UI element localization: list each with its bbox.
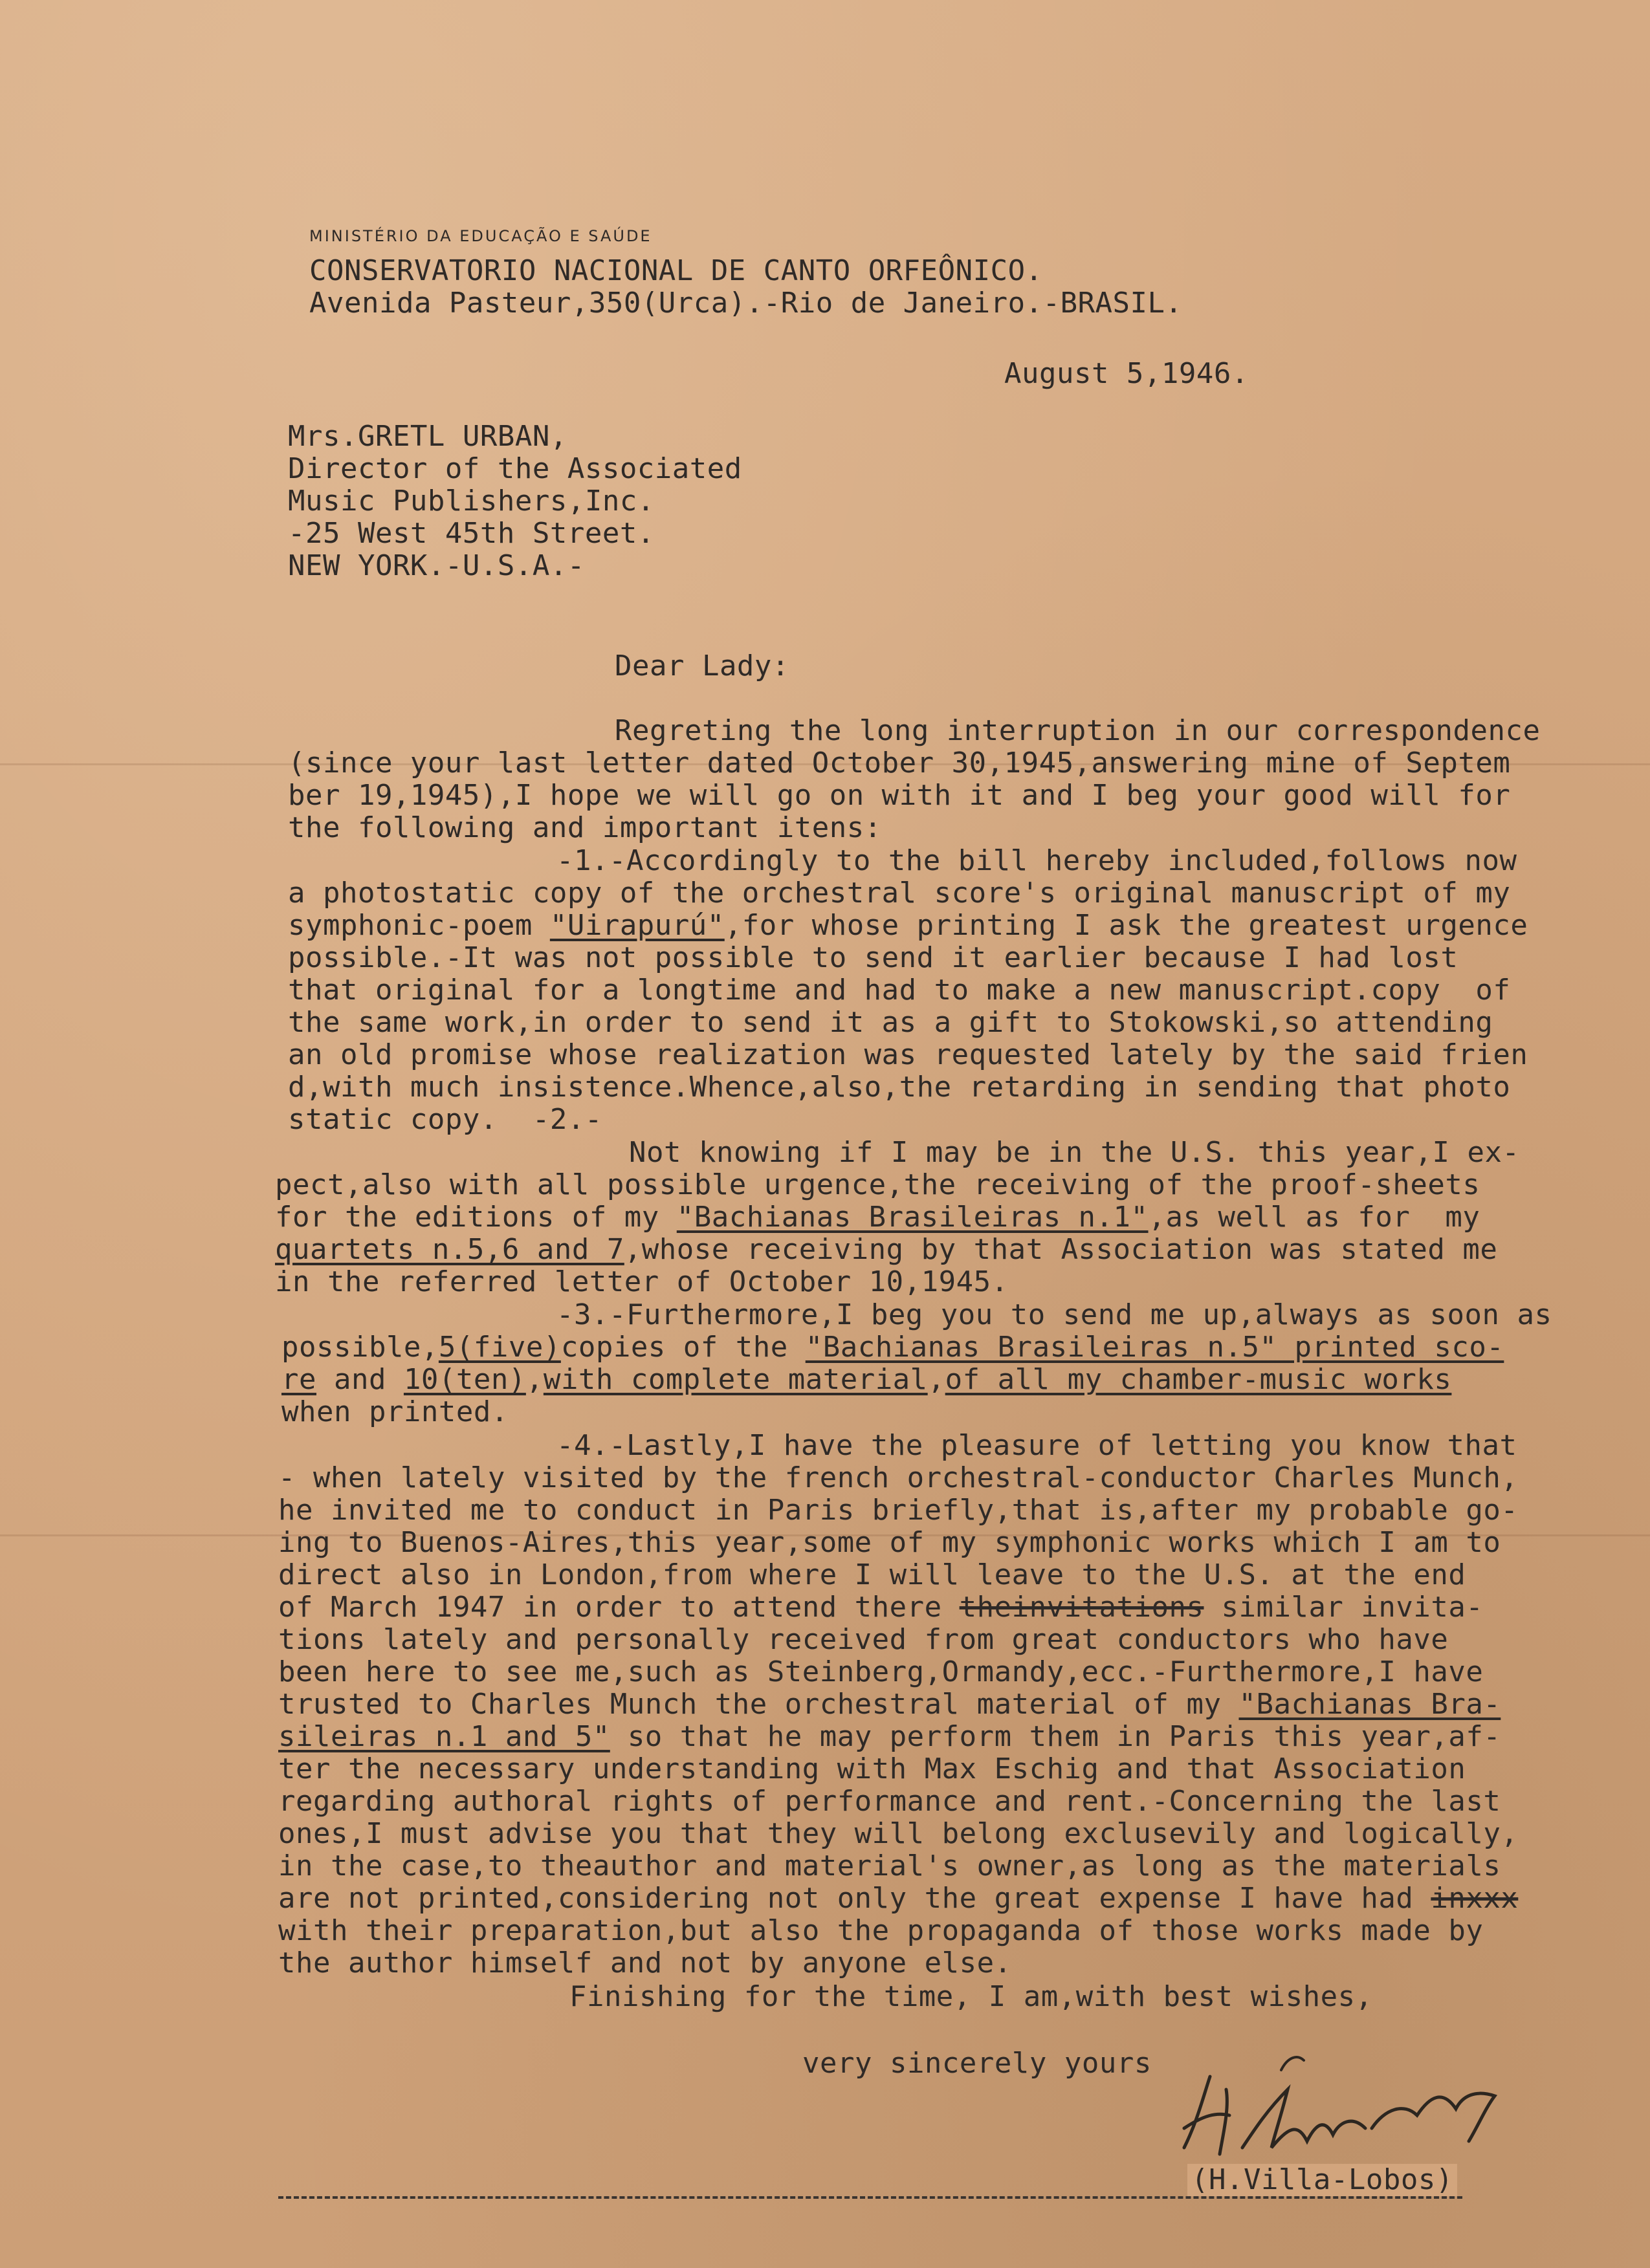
body-line: direct also in London,from where I will leave to the U.S. at the end — [278, 1558, 1466, 1591]
body-line: d,with much insistence.Whence,also,the retarding in sending that photo — [288, 1071, 1511, 1104]
body-line: Not knowing if I may be in the U.S. this year,I ex- — [629, 1136, 1520, 1169]
body-text: trusted to Charles Munch the orchestral material of my — [278, 1688, 1239, 1721]
body-line: the author himself and not by anyone else. — [278, 1946, 1012, 1979]
body-line: that original for a longtime and had to make a new manuscript.copy of — [288, 974, 1511, 1007]
struck-text: inxxx — [1431, 1882, 1519, 1915]
body-line: the same work,in order to send it as a gift to Stokowski,so attending — [288, 1006, 1493, 1039]
body-line: pect,also with all possible urgence,the receiving of the proof-sheets — [275, 1168, 1480, 1201]
work-title-bachianas-1: "Bachianas Brasileiras n.1" — [676, 1201, 1149, 1234]
body-text: copies of the — [560, 1331, 806, 1364]
body-line: tions lately and personally received from great conductors who have — [278, 1623, 1449, 1656]
body-line — [281, 1331, 1504, 1364]
body-text: , — [927, 1363, 945, 1396]
institution-name: CONSERVATORIO NACIONAL DE CANTO ORFEÔNICO. — [309, 254, 1043, 287]
letter-date: August 5,1946. — [1004, 357, 1249, 390]
body-line: possible.-It was not possible to send it earlier because I had lost — [288, 941, 1458, 974]
body-text: re — [281, 1363, 316, 1396]
body-line: -4.-Lastly,I have the pleasure of letting you know that — [556, 1429, 1517, 1462]
work-title-uirapuru: "Uirapurú" — [549, 909, 725, 942]
salutation: Dear Lady: — [615, 649, 789, 682]
body-line: static copy. -2.- — [288, 1103, 602, 1136]
struck-text: theinvitations — [959, 1591, 1204, 1624]
body-line — [278, 1882, 1518, 1915]
recipient-title: Director of the Associated — [288, 452, 742, 485]
body-line: -3.-Furthermore,I beg you to send me up,always as soon as — [556, 1298, 1552, 1331]
work-title-bachianas-1-5-cont: sileiras n.1 and 5" — [278, 1720, 610, 1753]
body-line — [275, 1234, 1497, 1266]
work-title-quartets: quartets n.5,6 and 7 — [275, 1233, 624, 1266]
chamber-music-works: of all my chamber-music works — [945, 1363, 1452, 1396]
body-text: and — [316, 1363, 404, 1396]
body-text: so that he may perform them in Paris this year,af- — [610, 1720, 1501, 1753]
body-line: ter the necessary understanding with Max Eschig and that Association — [278, 1752, 1466, 1785]
body-text: , — [525, 1363, 544, 1396]
body-line: when printed. — [281, 1395, 509, 1428]
recipient-city: NEW YORK.-U.S.A.- — [288, 549, 585, 582]
body-line: ing to Buenos-Aires,this year,some of my symphonic works which I am to — [278, 1526, 1501, 1559]
handwritten-signature — [1158, 2051, 1521, 2180]
body-text: of March 1947 in order to attend there — [278, 1591, 960, 1624]
body-line: he invited me to conduct in Paris briefly,that is,after my probable go- — [278, 1494, 1519, 1527]
body-line — [278, 1688, 1501, 1721]
body-text: are not printed,considering not only the great expense I have had — [278, 1882, 1431, 1915]
work-title-bachianas-1-5: "Bachianas Bra- — [1238, 1688, 1501, 1721]
body-line: in the referred letter of October 10,1945. — [275, 1265, 1009, 1298]
body-text: ,whose receiving by that Association was stated me — [624, 1233, 1498, 1266]
body-text: ,for whose printing I ask the greatest urgence — [724, 909, 1528, 942]
body-line — [278, 1591, 1483, 1624]
body-text: symphonic-poem — [288, 909, 550, 942]
recipient-company: Music Publishers,Inc. — [288, 485, 655, 518]
ministry-header: MINISTÉRIO DA EDUCAÇÃO E SAÚDE — [309, 227, 652, 245]
body-line — [281, 1364, 1451, 1396]
body-line: regarding authoral rights of performance and rent.-Concerning the last — [278, 1785, 1501, 1818]
recipient-street: -25 West 45th Street. — [288, 517, 655, 550]
body-text: ,as well as for my — [1148, 1201, 1480, 1234]
body-line: an old promise whose realization was requested lately by the said frien — [288, 1038, 1528, 1071]
signature-name: (H.Villa-Lobos) — [1187, 2164, 1457, 2196]
body-text: for the editions of my — [275, 1201, 677, 1234]
body-line — [275, 1201, 1480, 1234]
copies-ten: 10(ten) — [403, 1363, 526, 1396]
body-line: (since your last letter dated October 30,1945,answering mine of Septem — [288, 747, 1511, 780]
recipient-name: Mrs.GRETL URBAN, — [288, 420, 567, 453]
body-line: in the case,to theauthor and material's owner,as long as the materials — [278, 1849, 1501, 1882]
body-text: possible, — [281, 1331, 439, 1364]
body-line: Regreting the long interruption in our correspondence — [615, 714, 1541, 747]
work-title-bachianas-5: "Bachianas Brasileiras n.5" printed sco- — [805, 1331, 1504, 1364]
body-line — [278, 1721, 1501, 1753]
closing: very sincerely yours — [802, 2047, 1152, 2080]
signature-line — [278, 2196, 1462, 2199]
body-line: - when lately visited by the french orchestral-conductor Charles Munch, — [278, 1461, 1519, 1494]
body-line: been here to see me,such as Steinberg,Ormandy,ecc.-Furthermore,I have — [278, 1655, 1484, 1688]
body-line: the following and important itens: — [288, 811, 882, 844]
body-line: with their preparation,but also the propaganda of those works made by — [278, 1914, 1484, 1947]
complete-material: with complete material — [543, 1363, 928, 1396]
body-line — [288, 910, 1528, 942]
body-line: ones,I must advise you that they will belong exclusevily and logically, — [278, 1817, 1519, 1850]
copies-five: 5(five) — [438, 1331, 561, 1364]
body-line: Finishing for the time, I am,with best wishes, — [569, 1980, 1373, 2013]
body-line: ber 19,1945),I hope we will go on with it and I beg your good will for — [288, 779, 1511, 812]
body-text: similar invita- — [1204, 1591, 1484, 1624]
body-line: a photostatic copy of the orchestral score's original manuscript of my — [288, 877, 1511, 910]
body-line: -1.-Accordingly to the bill hereby included,follows now — [556, 844, 1517, 877]
institution-address: Avenida Pasteur,350(Urca).-Rio de Janeiro.-BRASIL. — [309, 287, 1183, 320]
